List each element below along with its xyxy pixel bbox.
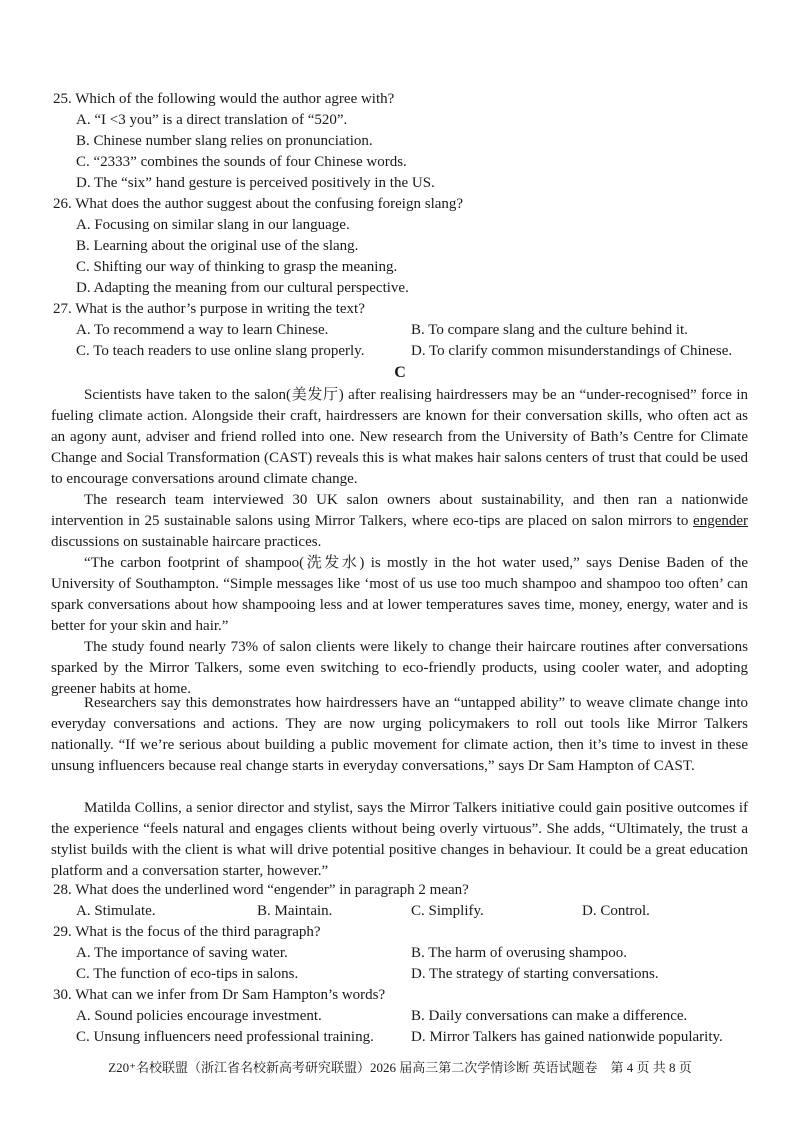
question-28-option-a: A. Stimulate. [76,903,156,919]
question-30-option-d: D. Mirror Talkers has gained nationwide popularity. [411,1029,723,1045]
question-30-option-b: B. Daily conversations can make a difference. [411,1008,688,1024]
question-29-option-a: A. The importance of saving water. [76,945,288,961]
paragraph-2-text-before: The research team interviewed 30 UK salon owners about sustainability, and then ran a nationwide intervention in 25 sustainable salons using Mirror Talkers, where eco-tips are placed on salon mirrors to [51,492,748,529]
question-25-option-d: D. The “six” hand gesture is perceived positively in the US. [76,175,435,191]
passage-paragraph-5: Researchers say this demonstrates how hairdressers have an “untapped ability” to weave climate change into everyday conversations and actions. They are now urging policymakers to roll out tools like Mirror Talkers nationally. “If we’re serious about building a public movement for climate action, then it’s time to invest in these unsung influencers because real change starts in everyday conversations,” says Dr Sam Hampton of CAST. [51,695,748,774]
passage-paragraph-6: Matilda Collins, a senior director and stylist, says the Mirror Talkers initiative could gain positive outcomes if the experience “feels natural and engages clients without being overly virtuous”. She adds, “Ultimately, the trust a stylist builds with the client is what will drive potential positive changes in behaviour. It could be a great education platform and a conversation starter, however.” [51,800,748,879]
passage-paragraph-2 [51,490,748,553]
question-28-option-d: D. Control. [582,903,650,919]
question-27-stem: 27. What is the author’s purpose in writing the text? [53,301,365,317]
question-27-option-b: B. To compare slang and the culture behind it. [411,322,688,338]
question-28-option-c: C. Simplify. [411,903,484,919]
question-26-option-a: A. Focusing on similar slang in our language. [76,217,350,233]
question-26-option-c: C. Shifting our way of thinking to grasp the meaning. [76,259,398,275]
question-29-option-c: C. The function of eco-tips in salons. [76,966,299,982]
question-27-option-a: A. To recommend a way to learn Chinese. [76,322,329,338]
question-26-stem: 26. What does the author suggest about the confusing foreign slang? [53,196,464,212]
question-25-stem: 25. Which of the following would the author agree with? [53,91,395,107]
question-25-option-a: A. “I <3 you” is a direct translation of “520”. [76,112,348,128]
question-27-option-d: D. To clarify common misunderstandings of Chinese. [411,343,733,359]
paragraph-2-text-after: discussions on sustainable haircare practices. [51,534,322,550]
question-26-option-d: D. Adapting the meaning from our cultural perspective. [76,280,409,296]
question-28-option-b: B. Maintain. [257,903,333,919]
question-30-option-a: A. Sound policies encourage investment. [76,1008,322,1024]
passage-paragraph-1: Scientists have taken to the salon(美发厅) after realising hairdressers may be an “under-recognised” force in fueling climate action. Alongside their craft, hairdressers are known for their conversation skills, who often act as an agony aunt, adviser and friend rolled into one. New research from the University of Bath’s Centre for Climate Change and Social Transformation (CAST) reveals this is what makes hair salons centers of trust that could be used to encourage conversations around climate change. [51,387,748,487]
question-29-stem: 29. What is the focus of the third paragraph? [53,924,321,940]
section-c-heading: C [394,364,406,381]
question-30-stem: 30. What can we infer from Dr Sam Hampton’s words? [53,987,386,1003]
passage-paragraph-4: The study found nearly 73% of salon clients were likely to change their haircare routines after conversations sparked by the Mirror Talkers, some even switching to eco-friendly products, using cooler water, and adopting greener habits at home. [51,639,748,697]
page-footer: Z20⁺名校联盟（浙江省名校新高考研究联盟）2026 届高三第二次学情诊断 英语试题卷 第 4 页 共 8 页 [108,1060,692,1075]
question-29-option-d: D. The strategy of starting conversations. [411,966,659,982]
question-25-option-c: C. “2333” combines the sounds of four Chinese words. [76,154,407,170]
question-28-stem: 28. What does the underlined word “engender” in paragraph 2 mean? [53,882,469,898]
question-26-option-b: B. Learning about the original use of the slang. [76,238,359,254]
underlined-word-engender: engender [693,513,748,529]
passage-paragraph-3: “The carbon footprint of shampoo(洗发水) is mostly in the hot water used,” says Denise Baden of the University of Southampton. “Simple messages like ‘most of us use too much shampoo and shampoo too often’ can spark conversations about how shampooing less and at lower temperatures saves time, money, energy, water and is better for your skin and hair.” [51,555,748,634]
question-30-option-c: C. Unsung influencers need professional training. [76,1029,374,1045]
question-25-option-b: B. Chinese number slang relies on pronunciation. [76,133,373,149]
question-29-option-b: B. The harm of overusing shampoo. [411,945,627,961]
question-27-option-c: C. To teach readers to use online slang properly. [76,343,365,359]
